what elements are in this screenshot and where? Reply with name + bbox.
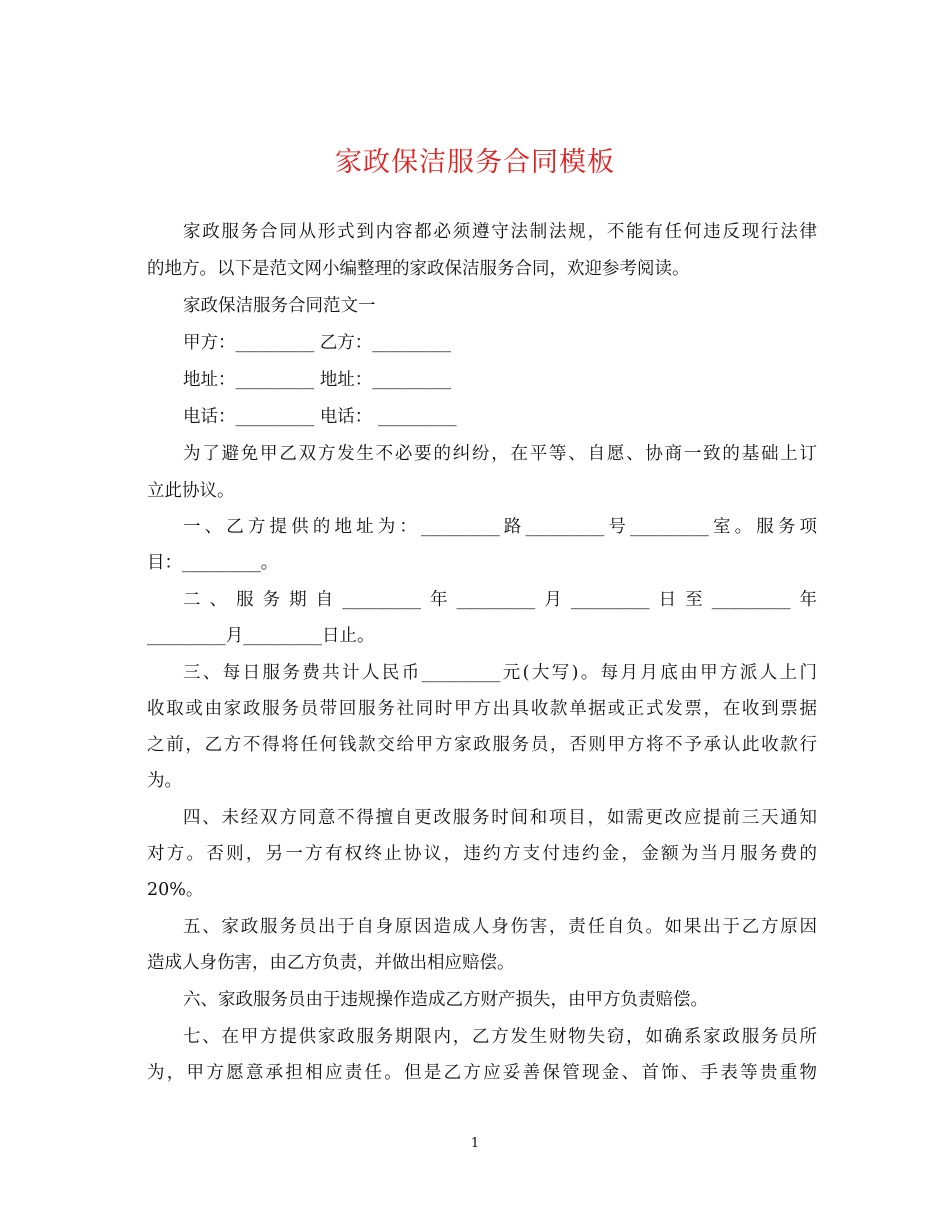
preamble-line-2: 立此协议。 <box>147 481 235 501</box>
clause-2-line-1: 二、服务期自_________年_________月_________日至_________年 <box>183 590 817 610</box>
clause-3-line-3: 之前，乙方不得将任何钱款交给甲方家政服务员，否则甲方将不予承认此收款行 <box>147 735 817 755</box>
intro-line-2: 的地方。以下是范文网小编整理的家政保洁服务合同，欢迎参考阅读。 <box>147 259 690 279</box>
party-address-line: 地址：_________ 地址：_________ <box>183 370 452 390</box>
clause-7-line-2: 为，甲方愿意承担相应责任。但是乙方应妥善保管现金、首饰、手表等贵重物 <box>147 1063 817 1083</box>
clause-7-line-1: 七、在甲方提供家政服务期限内，乙方发生财物失窃，如确系家政服务员所 <box>183 1027 817 1047</box>
sample-heading: 家政保洁服务合同范文一 <box>183 296 376 316</box>
clause-1-line-2: 目：_________。 <box>147 553 279 573</box>
clause-3-line-1: 三、每日服务费共计人民币_________元(大写)。每月月底由甲方派人上门 <box>183 663 817 683</box>
intro-line-1: 家政服务合同从形式到内容都必须遵守法制法规，不能有任何违反现行法律 <box>183 222 817 242</box>
party-phone-line: 电话：_________ 电话： _________ <box>183 407 457 427</box>
clause-4-line-3: 20%。 <box>147 880 204 900</box>
clause-2-line-2: _________月_________日止。 <box>147 626 375 646</box>
clause-5-line-2: 造成人身伤害，由乙方负责，并做出相应赔偿。 <box>147 953 515 973</box>
clause-4-line-2: 对方。否则，另一方有权终止协议，违约方支付违约金，金额为当月服务费的 <box>147 844 817 864</box>
page-title: 家政保洁服务合同模板 <box>335 147 615 178</box>
preamble-line-1: 为了避免甲乙双方发生不必要的纠纷，在平等、自愿、协商一致的基础上订 <box>183 444 817 464</box>
clause-4-line-1: 四、未经双方同意不得擅自更改服务时间和项目，如需更改应提前三天通知 <box>183 808 817 828</box>
party-names-line: 甲方：_________ 乙方：_________ <box>183 333 452 353</box>
clause-6-line-1: 六、家政服务员由于违规操作造成乙方财产损失，由甲方负责赔偿。 <box>183 990 708 1010</box>
page-number: 1 <box>470 1136 480 1151</box>
clause-3-line-4: 为。 <box>147 771 182 791</box>
clause-5-line-1: 五、家政服务员出于自身原因造成人身伤害，责任自负。如果出于乙方原因 <box>183 917 817 937</box>
clause-1-line-1: 一、乙方提供的地址为：_________路_________号_________室。服务项 <box>183 517 817 537</box>
clause-3-line-2: 收取或由家政服务员带回服务社同时甲方出具收款单据或正式发票，在收到票据 <box>147 699 817 719</box>
